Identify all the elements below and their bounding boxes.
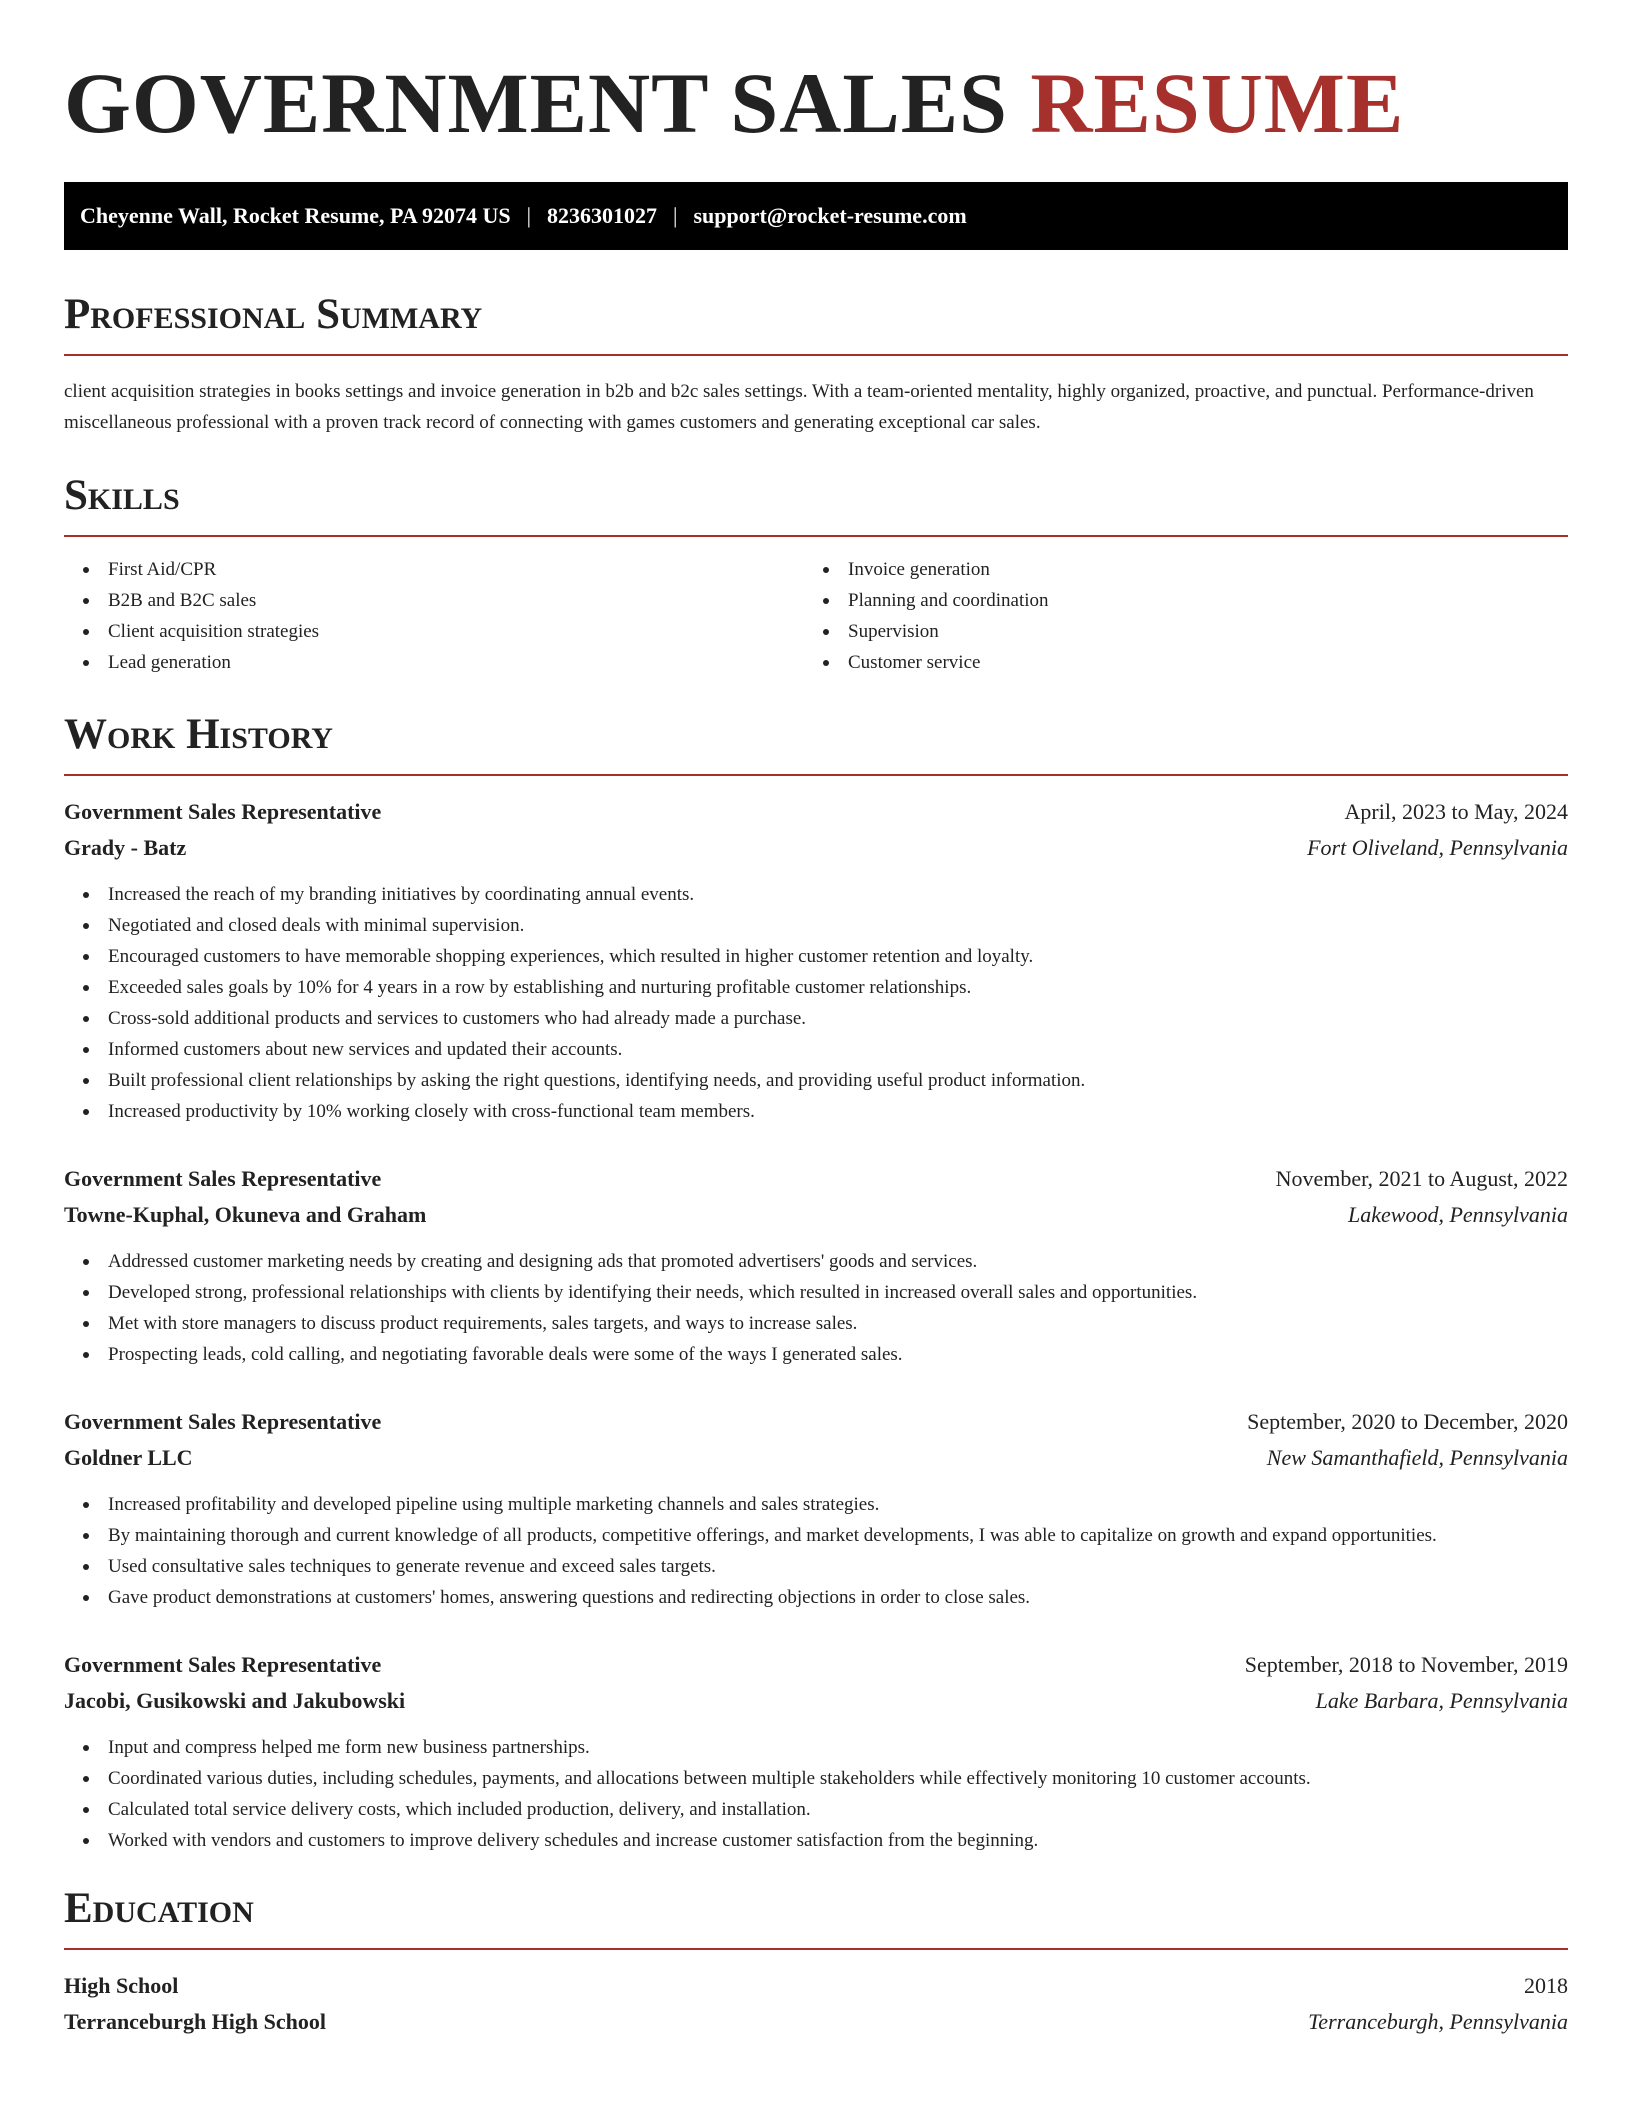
duty-item: Exceeded sales goals by 10% for 4 years in a row by establishing and nurturing profitable customer relationships.	[64, 972, 1568, 1003]
duty-item: Input and compress helped me form new business partnerships.	[64, 1732, 1568, 1763]
section-divider	[64, 1948, 1568, 1950]
job-duties	[64, 1732, 1568, 1856]
section-heading-education: Education	[64, 1885, 254, 1932]
skill-item: Lead generation	[64, 647, 804, 678]
skill-item: First Aid/CPR	[64, 554, 804, 585]
duty-item: Increased productivity by 10% working closely with cross-functional team members.	[64, 1096, 1568, 1127]
skill-item: Planning and coordination	[804, 585, 1544, 616]
resume-title	[64, 52, 1568, 154]
job-location: Lakewood, Pennsylvania	[1348, 1202, 1568, 1227]
section-divider	[64, 774, 1568, 776]
duty-item: Cross-sold additional products and services to customers who had already made a purchase.	[64, 1003, 1568, 1034]
job-duties	[64, 879, 1568, 1127]
contact-bar	[64, 182, 1568, 250]
job-entry	[64, 794, 1568, 1127]
duty-item: Developed strong, professional relationships with clients by identifying their needs, which resulted in increased overall sales and opportunities.	[64, 1277, 1568, 1308]
job-entry	[64, 1161, 1568, 1370]
education-degree: High School	[64, 1973, 179, 1998]
skill-item: B2B and B2C sales	[64, 585, 804, 616]
skills-section	[64, 471, 1568, 678]
job-title: Government Sales Representative	[64, 799, 382, 824]
duty-item: Worked with vendors and customers to improve delivery schedules and increase customer satisfaction from the beginning.	[64, 1825, 1568, 1856]
duty-item: Calculated total service delivery costs, which included production, delivery, and installation.	[64, 1794, 1568, 1825]
section-heading-summary: Professional Summary	[64, 291, 483, 338]
education-section	[64, 1884, 1568, 2040]
job-company: Grady - Batz	[64, 835, 187, 860]
summary-text: client acquisition strategies in books settings and invoice generation in b2b and b2c sales settings. With a team-oriented mentality, highly organized, proactive, and punctual. Performance-driven miscellaneous professional with a proven track record of connecting with games customers and generating exceptional car sales.	[64, 381, 1534, 433]
contact-email: support@rocket-resume.com	[693, 203, 967, 228]
contact-address: Cheyenne Wall, Rocket Resume, PA 92074 US	[80, 203, 511, 228]
job-dates: September, 2020 to December, 2020	[1247, 1409, 1568, 1434]
job-entry	[64, 1647, 1568, 1856]
job-title: Government Sales Representative	[64, 1652, 382, 1677]
job-title: Government Sales Representative	[64, 1409, 382, 1434]
job-location: New Samanthafield, Pennsylvania	[1266, 1445, 1568, 1470]
duty-item: Met with store managers to discuss product requirements, sales targets, and ways to increase sales.	[64, 1308, 1568, 1339]
skill-item: Supervision	[804, 616, 1544, 647]
section-heading-work-history: Work History	[64, 711, 333, 758]
duty-item: Informed customers about new services and updated their accounts.	[64, 1034, 1568, 1065]
job-company: Towne-Kuphal, Okuneva and Graham	[64, 1202, 427, 1227]
duty-item: Addressed customer marketing needs by creating and designing ads that promoted advertisers' goods and services.	[64, 1246, 1568, 1277]
education-location: Terranceburgh, Pennsylvania	[1308, 2009, 1568, 2034]
skill-item: Client acquisition strategies	[64, 616, 804, 647]
skills-column-right	[804, 554, 1544, 678]
job-dates: April, 2023 to May, 2024	[1344, 799, 1568, 824]
skills-column-left	[64, 554, 804, 678]
duty-item: Increased the reach of my branding initiatives by coordinating annual events.	[64, 879, 1568, 910]
duty-item: Prospecting leads, cold calling, and negotiating favorable deals were some of the ways I generated sales.	[64, 1339, 1568, 1370]
education-school: Terranceburgh High School	[64, 2009, 326, 2034]
job-company: Goldner LLC	[64, 1445, 193, 1470]
job-duties	[64, 1489, 1568, 1613]
duty-item: Encouraged customers to have memorable shopping experiences, which resulted in higher customer retention and loyalty.	[64, 941, 1568, 972]
skills-list	[64, 554, 1568, 678]
job-location: Fort Oliveland, Pennsylvania	[1307, 835, 1568, 860]
education-year: 2018	[1524, 1973, 1568, 1998]
job-title: Government Sales Representative	[64, 1166, 382, 1191]
education-entry	[64, 1968, 1568, 2040]
duty-item: By maintaining thorough and current knowledge of all products, competitive offerings, and market developments, I was able to capitalize on growth and expand opportunities.	[64, 1520, 1568, 1551]
title-accent: RESUME	[1030, 55, 1405, 151]
contact-separator: |	[526, 203, 532, 228]
job-entry	[64, 1404, 1568, 1613]
section-heading-skills: Skills	[64, 472, 180, 519]
duty-item: Used consultative sales techniques to generate revenue and exceed sales targets.	[64, 1551, 1568, 1582]
job-dates: September, 2018 to November, 2019	[1244, 1652, 1568, 1677]
section-divider	[64, 354, 1568, 356]
skill-item: Customer service	[804, 647, 1544, 678]
job-dates: November, 2021 to August, 2022	[1275, 1166, 1568, 1191]
summary-section	[64, 290, 1568, 438]
title-main: GOVERNMENT SALES	[64, 55, 1008, 151]
job-company: Jacobi, Gusikowski and Jakubowski	[64, 1688, 406, 1713]
duty-item: Negotiated and closed deals with minimal supervision.	[64, 910, 1568, 941]
skill-item: Invoice generation	[804, 554, 1544, 585]
duty-item: Increased profitability and developed pipeline using multiple marketing channels and sales strategies.	[64, 1489, 1568, 1520]
contact-phone: 8236301027	[547, 203, 658, 228]
section-divider	[64, 535, 1568, 537]
contact-separator: |	[673, 203, 678, 228]
job-duties	[64, 1246, 1568, 1370]
work-history-section	[64, 710, 1568, 1856]
duty-item: Built professional client relationships by asking the right questions, identifying needs, and providing useful product information.	[64, 1065, 1568, 1096]
duty-item: Gave product demonstrations at customers' homes, answering questions and redirecting objections in order to close sales.	[64, 1582, 1568, 1613]
job-location: Lake Barbara, Pennsylvania	[1315, 1688, 1568, 1713]
duty-item: Coordinated various duties, including schedules, payments, and allocations between multiple stakeholders while effectively monitoring 10 customer accounts.	[64, 1763, 1568, 1794]
